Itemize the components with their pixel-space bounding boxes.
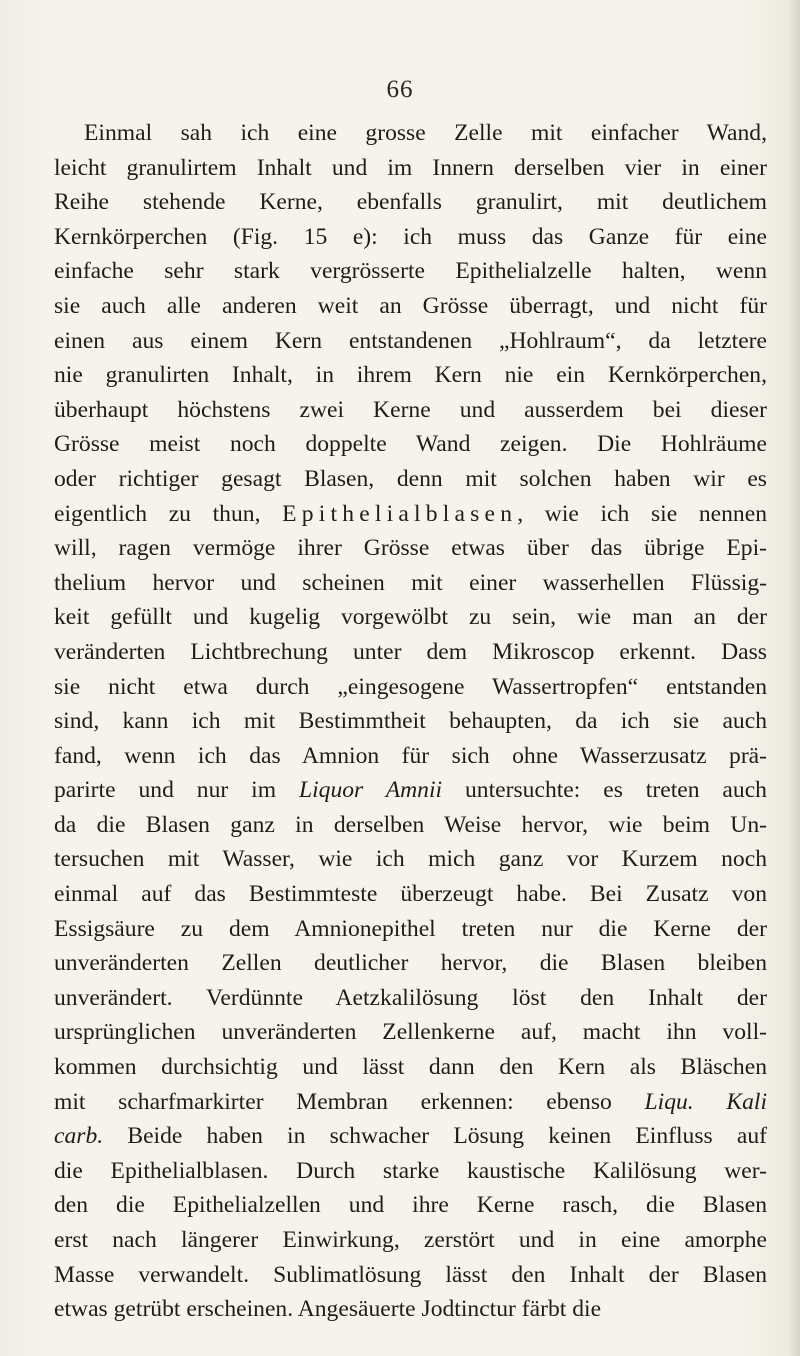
text-segment: eigentlich zu thun,: [54, 500, 283, 527]
text-line: thelium hervor und scheinen mit einer wasserhellen Flüssig-: [54, 569, 767, 596]
text-segment: , wie ich sie nennen: [517, 500, 767, 527]
text-line: unveränderten Zellen deutlicher hervor, die Blasen bleiben: [54, 950, 767, 977]
text-line: sie auch alle anderen weit an Grösse überragt, und nicht für: [54, 292, 767, 319]
text-line: ursprünglichen unveränderten Zellenkerne auf, macht ihn voll-: [54, 1019, 767, 1046]
text-line: [54, 1085, 767, 1120]
text-line: etwas getrübt erscheinen. Angesäuerte Jodtinctur färbt die: [54, 1296, 602, 1323]
italic-term: Liqu. Kali: [644, 1088, 767, 1115]
text-line: den die Epithelialzellen und ihre Kerne rasch, die Blasen: [54, 1192, 767, 1219]
text-line: [54, 1119, 767, 1154]
text-line: [54, 497, 767, 532]
text-segment: untersuchte: es treten auch: [442, 777, 767, 804]
text-line: Masse verwandelt. Sublimatlösung lässt den Inhalt der Blasen: [54, 1261, 767, 1288]
text-line: unverändert. Verdünnte Aetzkalilösung löst den Inhalt der: [54, 984, 767, 1011]
text-line: leicht granulirtem Inhalt und im Innern derselben vier in einer: [54, 154, 767, 181]
italic-term: Liquor Amnii: [298, 777, 443, 804]
text-line: Reihe stehende Kerne, ebenfalls granulirt, mit deutlichem: [54, 189, 767, 216]
text-line: da die Blasen ganz in derselben Weise hervor, wie beim Un-: [54, 811, 767, 838]
text-line: sind, kann ich mit Bestimmtheit behaupten, da ich sie auch: [54, 708, 767, 735]
text-line: sie nicht etwa durch „eingesogene Wassertropfen“ entstanden: [54, 673, 767, 700]
text-line: Einmal sah ich eine grosse Zelle mit einfacher Wand,: [84, 120, 767, 146]
text-line: Grösse meist noch doppelte Wand zeigen. Die Hohlräume: [54, 431, 767, 458]
text-line: kommen durchsichtig und lässt dann den Kern als Bläschen: [54, 1054, 767, 1081]
text-line: veränderten Lichtbrechung unter dem Mikroscop erkennt. Dass: [54, 638, 767, 665]
text-line: fand, wenn ich das Amnion für sich ohne Wasserzusatz prä-: [54, 742, 767, 769]
text-line: die Epithelialblasen. Durch starke kaustische Kalilösung wer-: [54, 1157, 767, 1184]
text-line: keit gefüllt und kugelig vorgewölbt zu sein, wie man an der: [54, 604, 767, 631]
text-segment: mit scharfmarkirter Membran erkennen: ebenso: [54, 1088, 645, 1115]
text-line: oder richtiger gesagt Blasen, denn mit solchen haben wir es: [54, 465, 767, 492]
text-line: Kernkörperchen (Fig. 15 e): ich muss das Ganze für eine: [54, 223, 767, 250]
page-edge-shadow: [788, 0, 800, 1356]
text-line: Essigsäure zu dem Amnionepithel treten nur die Kerne der: [54, 915, 767, 942]
italic-term: carb.: [54, 1123, 104, 1150]
text-line: einmal auf das Bestimmteste überzeugt habe. Bei Zusatz von: [54, 881, 767, 908]
text-line: nie granulirten Inhalt, in ihrem Kern nie ein Kernkörperchen,: [54, 362, 767, 389]
text-line: tersuchen mit Wasser, wie ich mich ganz vor Kurzem noch: [54, 846, 767, 873]
text-line: will, ragen vermöge ihrer Grösse etwas über das übrige Epi-: [54, 535, 767, 562]
body-text: [54, 116, 767, 1327]
text-line: erst nach längerer Einwirkung, zerstört und in eine amorphe: [54, 1227, 767, 1253]
spaced-term: Epithelialblasen: [282, 500, 518, 527]
page-number: 66: [386, 76, 414, 103]
text-line: einfache sehr stark vergrösserte Epithelialzelle halten, wenn: [54, 258, 767, 285]
text-line: [54, 773, 767, 808]
text-segment: Beide haben in schwacher Lösung keinen Einfluss auf: [103, 1123, 767, 1150]
text-line: einen aus einem Kern entstandenen „Hohlraum“, da letztere: [54, 327, 767, 354]
text-segment: parirte und nur im: [54, 777, 299, 804]
text-line: überhaupt höchstens zwei Kerne und ausserdem bei dieser: [54, 396, 767, 423]
